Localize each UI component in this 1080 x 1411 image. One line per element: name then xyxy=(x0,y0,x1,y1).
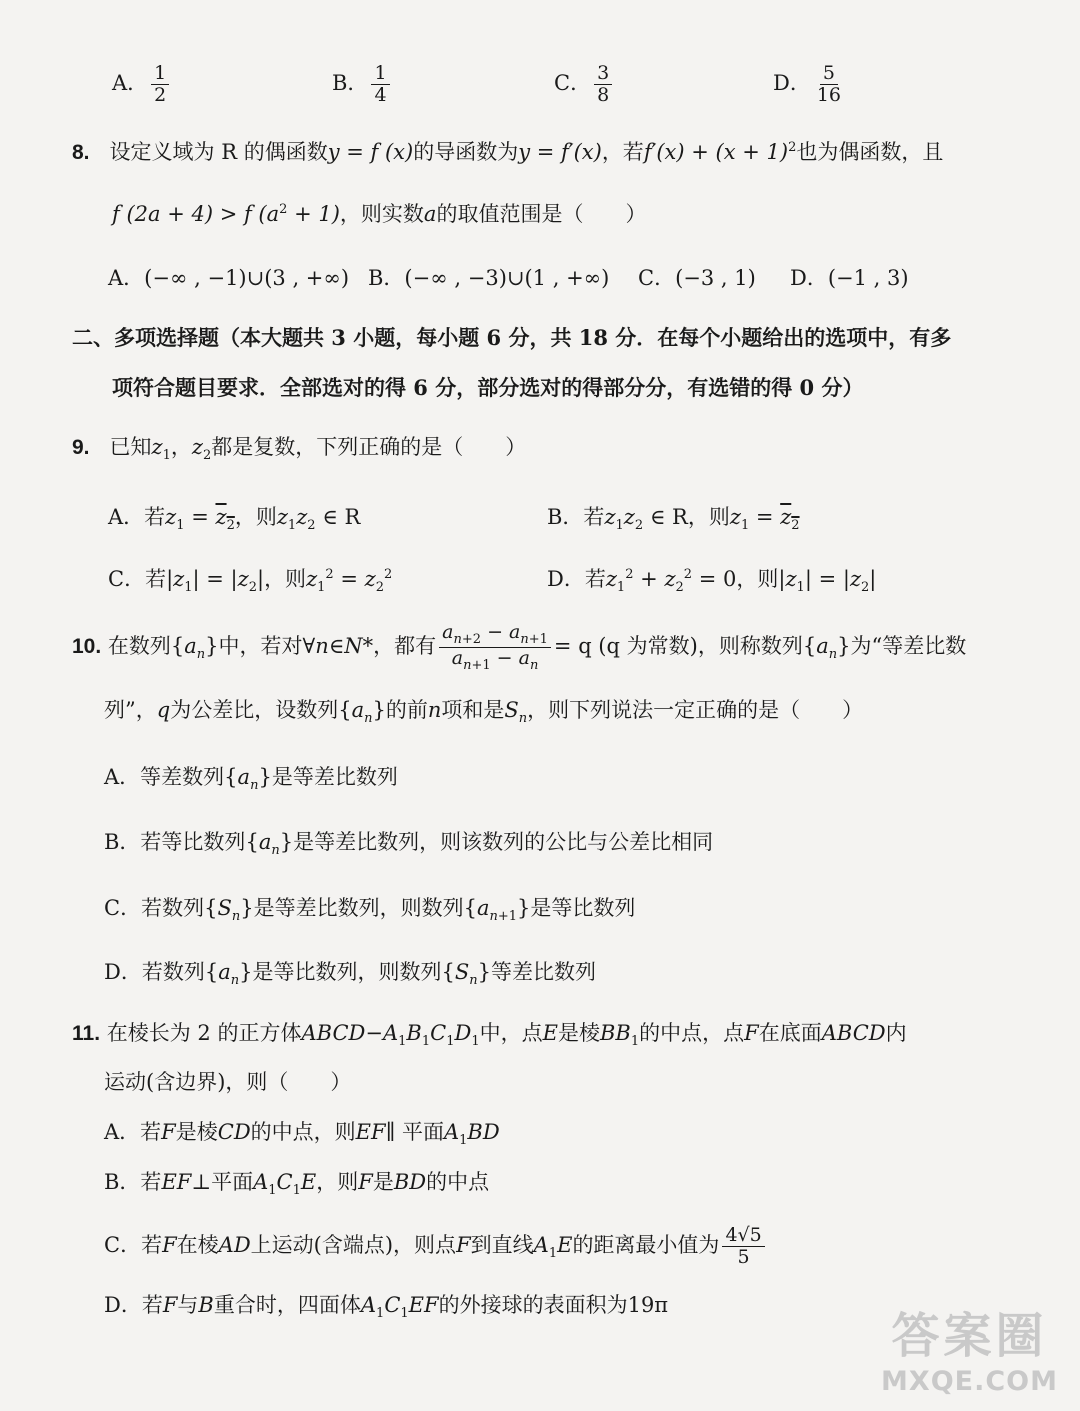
q7-c-fraction: $\frac{3}{8}$ xyxy=(594,63,612,106)
section2-heading-line2: 项符合题目要求．全部选对的得 6 分，部分选对的得部分分，有选错的得 0 分） xyxy=(112,375,864,400)
q8-option-c: C．(−3 , 1) xyxy=(638,266,756,290)
q8-option-a: A．(−∞ , −1)∪(3 , +∞) xyxy=(108,266,350,290)
section2-heading-line1: 二、多项选择题（本大题共 3 小题，每小题 6 分，共 18 分．在每个小题给出的选项中，有多 xyxy=(72,325,952,350)
q10-stem-line1: 10. 在数列$\{a_n\}$中，若对∀n∈N*，都有 $\frac{a_{n+2} - a_{n+1}}{a_{n+1} - a_n}$ = q (q 为常数)，则称数列$\{a_n\}$为“等差比数 xyxy=(72,621,967,673)
watermark xyxy=(881,1297,1058,1397)
q11-option-a: A．若F是棱CD的中点，则EF∥ 平面$A_1BD$ xyxy=(104,1120,500,1149)
q10-option-c: C．若数列$\{S_n\}$是等差比数列，则数列$\{a_{n+1}\}$是等比数列 xyxy=(104,896,636,925)
q10-option-d: D．若数列$\{a_n\}$是等比数列，则数列$\{S_n\}$等差比数列 xyxy=(104,960,597,989)
q11-stem-line1: 11. 在棱长为 2 的正方体$ABCD-A_1B_1C_1D_1$中，点E是棱$BB_1$的中点，点F在底面ABCD内 xyxy=(72,1021,907,1050)
q10-option-a: A．等差数列$\{a_n\}$是等差比数列 xyxy=(104,765,398,794)
q11-option-b: B．若EF⊥平面$A_1C_1E$，则F是BD的中点 xyxy=(104,1170,490,1199)
q9-stem: 9. 已知$z_1$，$z_2$都是复数，下列正确的是（ ） xyxy=(72,435,527,464)
q7-d-fraction: $\frac{5}{16}$ xyxy=(816,62,842,106)
q7-a-fraction: $\frac{1}{2}$ xyxy=(151,63,169,106)
watermark-url: MXQE.COM xyxy=(881,1366,1058,1397)
q8-option-d: D．(−1 , 3) xyxy=(790,266,909,290)
q10-option-b: B．若等比数列$\{a_n\}$是等差比数列，则该数列的公比与公差比相同 xyxy=(104,830,714,859)
q10-fraction: $\frac{a_{n+2} - a_{n+1}}{a_{n+1} - a_n}$ xyxy=(439,622,551,673)
q9-option-a: A．若$z_1 = z_2$，则$z_1z_2$ ∈ R xyxy=(108,505,361,534)
q11-c-fraction: $\frac{4√5}{5}$ xyxy=(722,1225,764,1268)
q8-option-b: B．(−∞ , −3)∪(1 , +∞) xyxy=(368,266,610,290)
q7-b-fraction: $\frac{1}{4}$ xyxy=(371,63,389,106)
q8-line2: f (2a + 4) > f $(a^2 + 1)$，则实数a的取值范围是（ ） xyxy=(112,202,647,226)
q8-line1: 8. 设定义域为 R 的偶函数y = f (x)的导函数为y = f′(x)，若$f'(x) + (x + 1)^2$也为偶函数，且 xyxy=(72,140,944,164)
q10-stem-line2: 列”，q为公差比，设数列$\{a_n\}$的前n项和是$S_n$，则下列说法一定正确的是（ ） xyxy=(104,698,864,727)
q9-option-d: D．若$z_1^2 + z_2^2 = 0$，则$|z_1| = |z_2|$ xyxy=(547,567,877,596)
q11-option-c: C．若F在棱AD上运动(含端点)，则点F到直线$A_1E$的距离最小值为 $\frac{4√5}{5}$ xyxy=(104,1225,768,1268)
q11-option-d: D．若F与B重合时，四面体$A_1C_1EF$的外接球的表面积为19π xyxy=(104,1293,669,1322)
q9-option-c: C．若$|z_1| = |z_2|$，则$z_1^2 = z_2^2$ xyxy=(108,567,393,596)
q11-stem-line2: 运动(含边界)，则（ ） xyxy=(104,1070,352,1094)
q7-option-d: D． $\frac{5}{16}$ xyxy=(773,63,847,106)
q7-option-a: A． $\frac{1}{2}$ xyxy=(112,63,172,106)
q9-option-b: B．若$z_1z_2$ ∈ R，则$z_1 = z_2$ xyxy=(547,505,800,534)
q7-option-b: B． $\frac{1}{4}$ xyxy=(332,63,393,106)
watermark-logo: 答案圈 xyxy=(891,1308,1048,1364)
q7-option-c: C． $\frac{3}{8}$ xyxy=(554,63,615,106)
